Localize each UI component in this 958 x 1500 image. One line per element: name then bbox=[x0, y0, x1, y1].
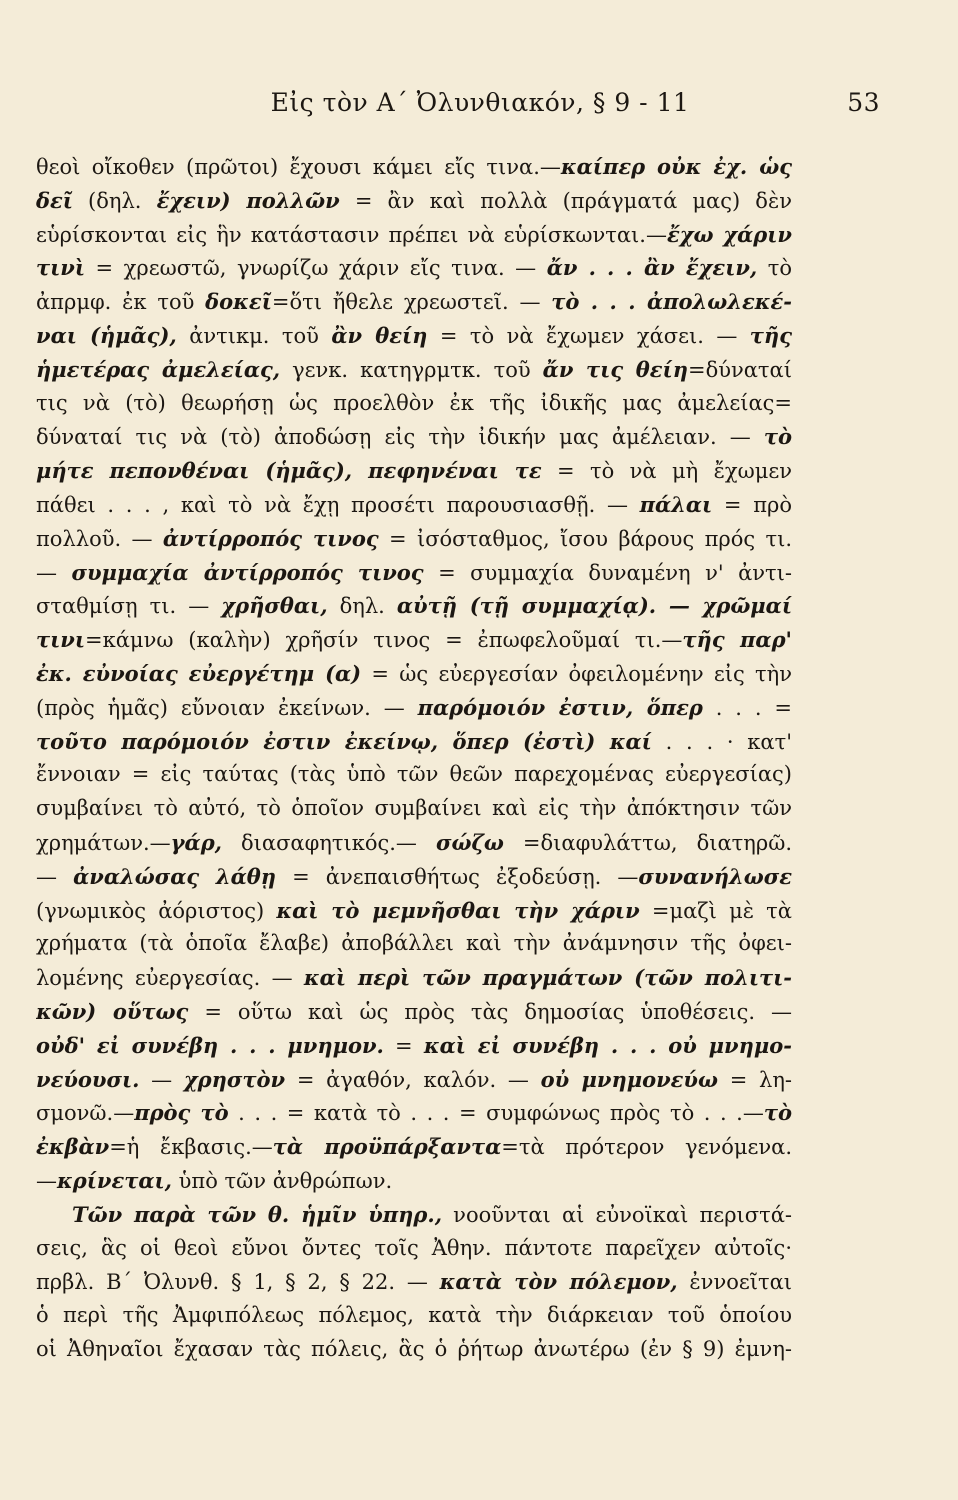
text-line bbox=[36, 1232, 792, 1266]
lemma-text: παρόμοιόν ἐστιν, ὅπερ bbox=[417, 694, 703, 720]
running-header bbox=[40, 88, 920, 117]
text-line bbox=[36, 792, 792, 826]
gloss-text: οἱ Ἀθηναῖοι ἔχασαν τὰς πόλεις, ἃς ὁ ῥήτωρ ἀνωτέρω (ἐν § 9) ἐμνη- bbox=[36, 1336, 792, 1361]
text-line bbox=[36, 1333, 792, 1367]
text-line bbox=[36, 927, 792, 961]
gloss-text: χρημάτων.— bbox=[36, 830, 171, 855]
gloss-text: πρβλ. Β΄ Ὀλυνθ. § 1, § 2, § 22. — bbox=[36, 1270, 440, 1295]
gloss-text: =διαφυλάττω, διατηρῶ. bbox=[503, 830, 792, 855]
text-line bbox=[36, 1299, 792, 1333]
gloss-text: (γνωμικὸς ἀόριστος) bbox=[36, 898, 277, 923]
lemma-text: ἡμετέρας ἀμελείας, bbox=[36, 356, 281, 382]
lemma-text: ἄν τις θείη bbox=[542, 356, 688, 382]
lemma-text: συμμαχία ἀντίρροπός τινος bbox=[71, 559, 424, 585]
text-line bbox=[36, 657, 792, 691]
gloss-text: = συμμαχία δυναμένη ν' ἀντι- bbox=[423, 560, 792, 585]
text-line bbox=[36, 961, 792, 995]
gloss-text: =ὅτι ἤθελε χρεωστεῖ. — bbox=[271, 290, 552, 315]
gloss-text: = ὡς εὐεργεσίαν ὀφειλομένην εἰς τὴν bbox=[361, 661, 792, 686]
text-line bbox=[36, 1130, 792, 1164]
lemma-text: τὸ bbox=[763, 1100, 792, 1126]
gloss-text: ἀντικμ. τοῦ bbox=[176, 323, 332, 348]
lemma-text: κῶν) οὕτως bbox=[36, 998, 189, 1024]
lemma-text: καίπερ οὐκ ἐχ. ὡς bbox=[560, 154, 792, 179]
lemma-text: δοκεῖ bbox=[205, 289, 272, 315]
gloss-text: . . . = bbox=[702, 695, 792, 720]
text-line bbox=[36, 860, 792, 894]
lemma-text: κρίνεται, bbox=[57, 1167, 172, 1193]
lemma-text: χρῆσθαι, bbox=[221, 593, 328, 619]
gloss-text: — bbox=[36, 1168, 57, 1193]
gloss-text: λομένης εὐεργεσίας. — bbox=[36, 966, 304, 991]
text-line bbox=[36, 995, 792, 1029]
text-line bbox=[36, 1198, 792, 1232]
text-line bbox=[36, 758, 792, 792]
lemma-text: πρὸς τὸ bbox=[134, 1100, 229, 1126]
gloss-text: = ἰσόσταθμος, ἴσου βάρους πρός τι. bbox=[378, 526, 792, 551]
lemma-text: ναι (ἡμᾶς), bbox=[36, 322, 177, 348]
lemma-text: νεύουσι. bbox=[36, 1066, 140, 1092]
lemma-text: τινι bbox=[36, 627, 86, 653]
gloss-text: =δύναταί bbox=[687, 357, 792, 382]
gloss-text: = bbox=[383, 1033, 424, 1058]
gloss-text: γενκ. κατηγρμτκ. τοῦ bbox=[280, 357, 543, 382]
lemma-text: τὸ . . . ἀπολωλεκέ- bbox=[551, 289, 792, 315]
gloss-text: = τὸ νὰ μὴ ἔχωμεν bbox=[541, 459, 792, 484]
text-line bbox=[36, 1164, 792, 1198]
gloss-text: = ἀνεπαισθήτως ἐξοδεύσῃ. — bbox=[276, 864, 639, 889]
lemma-text: σώζω bbox=[435, 829, 504, 855]
lemma-text: οὐ μνημονεύω bbox=[540, 1066, 719, 1092]
lemma-text: δεῖ bbox=[36, 187, 73, 213]
lemma-text: αὐτῇ (τῇ συμμαχίᾳ). — χρῶμαί bbox=[396, 593, 792, 619]
lemma-text: τὸ bbox=[763, 424, 792, 450]
lemma-text: μήτε πεπονθέναι (ἡμᾶς), πεφηνέναι τε bbox=[36, 458, 542, 484]
lemma-text: καὶ εἰ συνέβη . . . οὐ μνημο- bbox=[423, 1032, 792, 1058]
commentary-text bbox=[36, 150, 792, 1367]
text-line bbox=[36, 251, 792, 285]
text-line bbox=[36, 826, 792, 860]
gloss-text: ὑπὸ τῶν ἀνθρώπων. bbox=[171, 1168, 393, 1193]
gloss-text: συμβαίνει τὸ αὐτό, τὸ ὁποῖον συμβαίνει καὶ εἰς τὴν ἀπόκτησιν τῶν bbox=[36, 796, 792, 821]
text-line bbox=[36, 1265, 792, 1299]
page-number: 53 bbox=[847, 88, 880, 117]
gloss-text: θεοὶ οἴκοθεν (πρῶτοι) ἔχουσι κάμει εἴς τινα.— bbox=[36, 155, 561, 179]
lemma-text: ἀναλώσας λάθῃ bbox=[73, 863, 277, 889]
text-line bbox=[36, 454, 792, 488]
gloss-text: τις νὰ (τὸ) θεωρήσῃ ὡς προελθὸν ἐκ τῆς ἰδικῆς μας ἀμελείας= bbox=[36, 390, 792, 415]
gloss-text: =ἡ ἔκβασις.— bbox=[109, 1135, 273, 1160]
lemma-text: τῆς παρ' bbox=[682, 627, 792, 653]
lemma-text: ἄν . . . ἂν ἔχειν, bbox=[546, 255, 758, 281]
gloss-text: σμονῶ.— bbox=[36, 1101, 135, 1126]
text-line bbox=[36, 894, 792, 928]
text-line bbox=[36, 691, 792, 725]
header-title: Εἰς τὸν Α΄ Ὀλυνθιακόν, § 9 - 11 bbox=[270, 88, 690, 117]
gloss-text: = ἀγαθόν, καλόν. — bbox=[285, 1067, 541, 1092]
gloss-text: τὸ bbox=[757, 256, 792, 281]
gloss-text: νοοῦνται αἱ εὐνοϊκαὶ περιστά- bbox=[442, 1202, 792, 1227]
text-line bbox=[36, 623, 792, 657]
lemma-text: καὶ περὶ τῶν πραγμάτων (τῶν πολιτι- bbox=[303, 965, 792, 991]
gloss-text: . . . = κατὰ τὸ . . . = συμφώνως πρὸς τὸ . . .— bbox=[228, 1101, 764, 1126]
gloss-text: = πρὸ bbox=[712, 492, 792, 517]
text-line bbox=[36, 285, 792, 319]
gloss-text: χρήματα (τὰ ὁποῖα ἔλαβε) ἀποβάλλει καὶ τὴν ἀνάμνησιν τῆς ὀφει- bbox=[36, 931, 792, 956]
lemma-text: τοῦτο παρόμοιόν ἐστιν ἐκείνῳ, ὅπερ (ἐστὶ) καί bbox=[36, 728, 652, 754]
gloss-text: σταθμίσῃ τι. — bbox=[36, 594, 222, 619]
gloss-text: διασαφητικός.— bbox=[221, 830, 436, 855]
lemma-text: οὐδ' εἰ συνέβη . . . μνημον. bbox=[36, 1032, 384, 1058]
lemma-text: τινὶ bbox=[36, 255, 86, 281]
lemma-text: ἐκβὰν bbox=[36, 1134, 110, 1160]
lemma-text: ἀντίρροπός τινος bbox=[162, 525, 379, 551]
gloss-text: σεις, ἃς οἱ θεοὶ εὔνοι ὄντες τοῖς Ἀθην. πάντοτε παρεῖχεν αὐτοῖς· bbox=[36, 1235, 792, 1260]
gloss-text: — bbox=[139, 1067, 184, 1092]
gloss-text: = λη- bbox=[718, 1067, 792, 1092]
text-line bbox=[36, 488, 792, 522]
gloss-text: ἀπρμφ. ἐκ τοῦ bbox=[36, 290, 206, 315]
gloss-text: . . . · κατ' bbox=[651, 729, 792, 754]
lemma-text: καὶ τὸ μεμνῆσθαι τὴν χάριν bbox=[276, 897, 640, 923]
gloss-text: = οὕτω καὶ ὡς πρὸς τὰς δημοσίας ὑποθέσεις. — bbox=[188, 999, 792, 1024]
lemma-text: ἂν θείη bbox=[331, 322, 428, 348]
lemma-text: συνανήλωσε bbox=[638, 863, 792, 889]
text-line bbox=[36, 589, 792, 623]
text-line bbox=[36, 420, 792, 454]
text-line bbox=[36, 1029, 792, 1063]
gloss-text: = τὸ νὰ ἔχωμεν χάσει. — bbox=[427, 323, 750, 348]
text-line bbox=[36, 556, 792, 590]
text-line bbox=[36, 150, 792, 184]
gloss-text: =μαζὶ μὲ τὰ bbox=[639, 898, 792, 923]
lemma-text: τῆς bbox=[749, 322, 792, 348]
gloss-text: ἐννοεῖται bbox=[677, 1270, 792, 1295]
text-line bbox=[36, 522, 792, 556]
text-line bbox=[36, 725, 792, 759]
gloss-text: εὑρίσκονται εἰς ἣν κατάστασιν πρέπει νὰ εὑρίσκωνται.— bbox=[36, 222, 667, 247]
gloss-text: ὁ περὶ τῆς Ἀμφιπόλεως πόλεμος, κατὰ τὴν διάρκειαν τοῦ ὁποίου bbox=[36, 1303, 792, 1328]
gloss-text: — bbox=[36, 864, 74, 889]
lemma-text: ἐκ. εὐνοίας εὐεργέτημ (α) bbox=[36, 660, 362, 686]
lemma-text: ἔχω χάριν bbox=[666, 221, 792, 247]
text-line bbox=[36, 387, 792, 421]
text-line bbox=[36, 1063, 792, 1097]
gloss-text: δηλ. bbox=[327, 594, 397, 619]
lemma-text: χρηστὸν bbox=[183, 1066, 286, 1092]
text-line bbox=[36, 184, 792, 218]
gloss-text: (πρὸς ἡμᾶς) εὔνοιαν ἐκείνων. — bbox=[36, 695, 418, 720]
gloss-text: = χρεωστῶ, γνωρίζω χάριν εἴς τινα. — bbox=[85, 256, 547, 281]
text-line bbox=[36, 353, 792, 387]
text-line bbox=[36, 218, 792, 252]
gloss-text: — bbox=[36, 560, 72, 585]
gloss-text: (δηλ. bbox=[72, 188, 157, 213]
text-line bbox=[36, 319, 792, 353]
lemma-text: κατὰ τὸν πόλεμον, bbox=[439, 1269, 678, 1295]
lemma-text: Τῶν παρὰ τῶν θ. ἡμῖν ὑπηρ., bbox=[72, 1201, 443, 1227]
gloss-text: πολλοῦ. — bbox=[36, 526, 163, 551]
gloss-text: πάθει . . . , καὶ τὸ νὰ ἔχῃ προσέτι παρουσιασθῇ. — bbox=[36, 492, 640, 517]
gloss-text: δύναταί τις νὰ (τὸ) ἀποδώσῃ εἰς τὴν ἰδικήν μας ἀμέλειαν. — bbox=[36, 425, 764, 450]
lemma-text: γάρ, bbox=[170, 829, 222, 855]
gloss-text: =τὰ πρότερον γενόμενα. bbox=[501, 1135, 792, 1160]
lemma-text: ἔχειν) πολλῶν bbox=[156, 187, 340, 213]
gloss-text: = ἂν καὶ πολλὰ (πράγματά μας) δὲν bbox=[339, 188, 792, 213]
lemma-text: πάλαι bbox=[639, 491, 713, 517]
lemma-text: τὰ προϋπάρξαντα bbox=[272, 1134, 502, 1160]
text-line bbox=[36, 1096, 792, 1130]
gloss-text: ἔννοιαν = εἰς ταύτας (τὰς ὑπὸ τῶν θεῶν παρεχομένας εὐεργεσίας) bbox=[36, 762, 792, 787]
gloss-text: =κάμνω (καλὴν) χρῆσίν τινος = ἐπωφελοῦμαί τι.— bbox=[85, 628, 683, 653]
